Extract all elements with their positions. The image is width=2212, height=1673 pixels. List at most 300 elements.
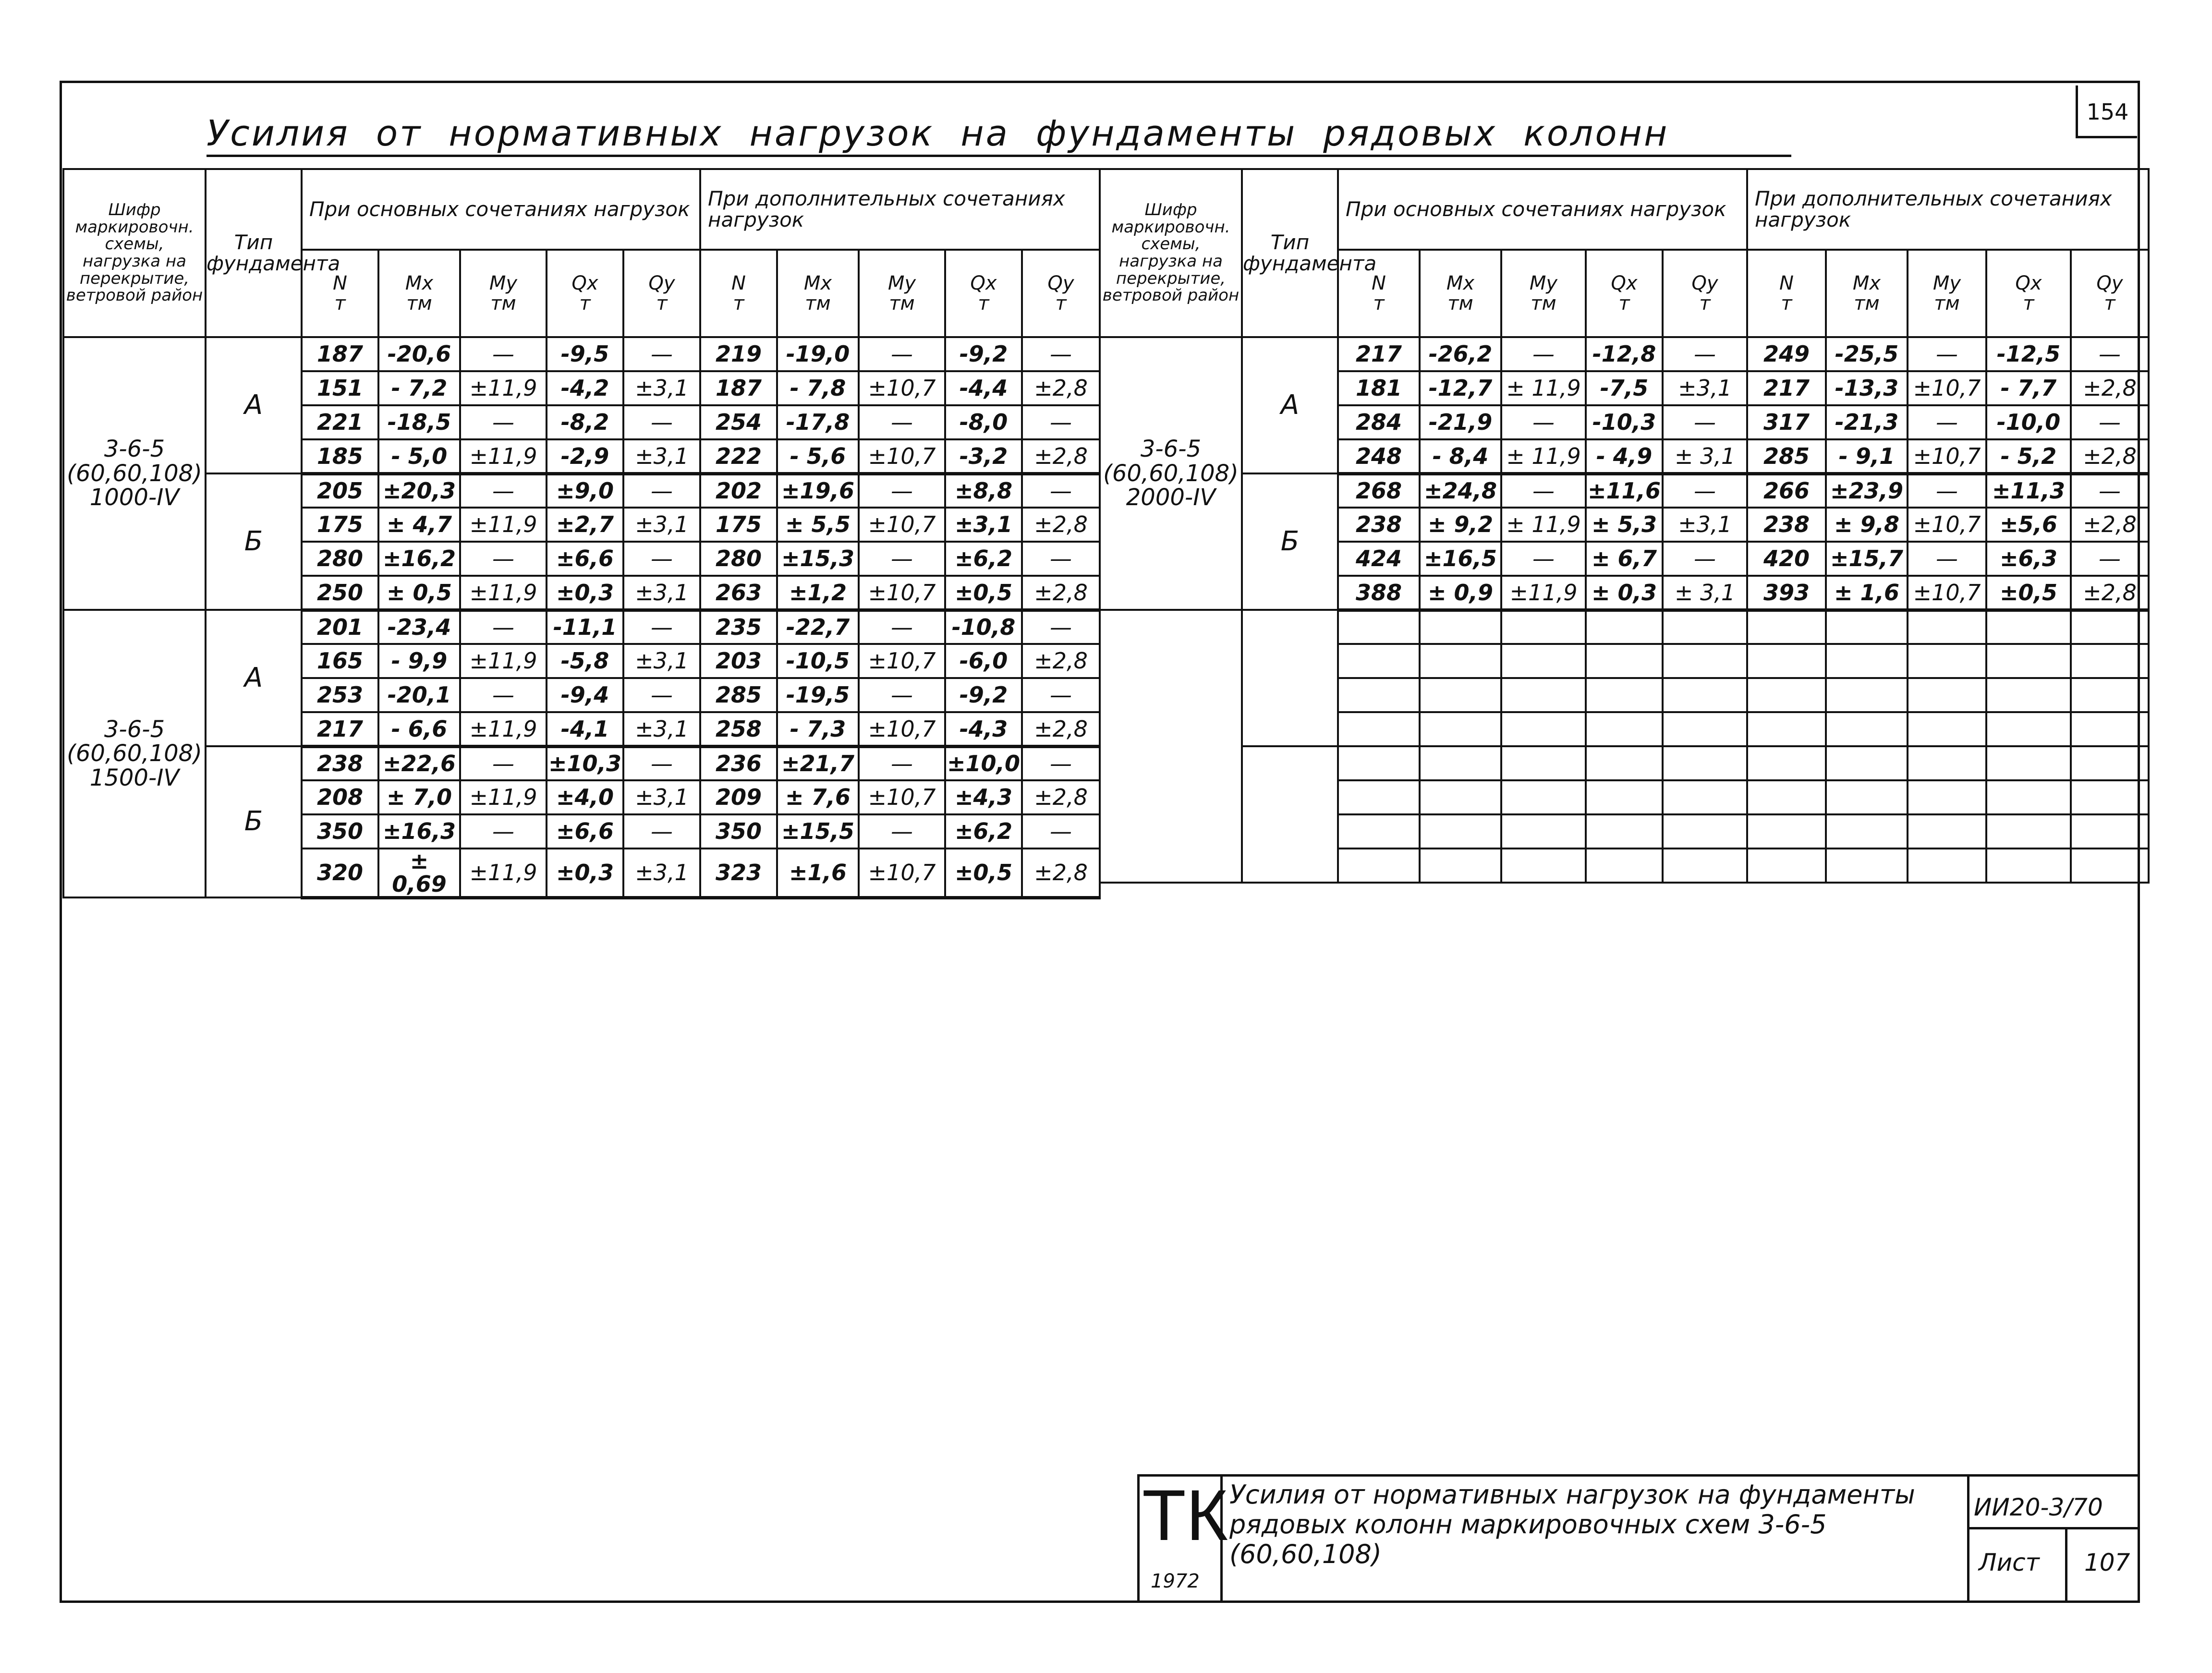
title-block-divider [1967, 1527, 2140, 1529]
foundation-type-cell: Б [1242, 473, 1338, 610]
value-cell: ±3,1 [623, 439, 700, 473]
sheet-label: Лист [1979, 1549, 2040, 1576]
value-cell: -7,5 [1586, 371, 1663, 405]
empty-row [1100, 746, 2149, 780]
value-cell: — [1501, 473, 1586, 508]
value-cell: ±11,9 [460, 371, 547, 405]
empty-cell [2071, 644, 2149, 678]
empty-cell [1586, 712, 1663, 746]
column-symbol: Qx [970, 272, 997, 294]
value-cell: — [859, 746, 945, 780]
value-cell: — [1663, 473, 1747, 508]
column-symbol: N [333, 272, 347, 294]
value-cell: 280 [302, 542, 378, 576]
value-cell: ±10,7 [859, 644, 945, 678]
value-cell: -9,2 [945, 678, 1022, 712]
empty-cell [1986, 678, 2071, 712]
column-unit: тм [805, 292, 831, 315]
column-header-n [700, 250, 777, 337]
value-cell: — [1663, 542, 1747, 576]
column-header-qy [2071, 250, 2149, 337]
value-cell: ±16,2 [378, 542, 460, 576]
value-cell: -4,1 [547, 712, 623, 746]
value-cell: -18,5 [378, 405, 460, 439]
value-cell: 165 [302, 644, 378, 678]
empty-cell [1338, 814, 1420, 849]
value-cell: -9,2 [945, 337, 1022, 371]
empty-cell [1420, 678, 1501, 712]
value-cell: 280 [700, 542, 777, 576]
value-cell: ±2,8 [1022, 849, 1100, 897]
value-cell: 254 [700, 405, 777, 439]
header-basic: При основных сочетаниях нагрузок [1338, 169, 1747, 250]
value-cell: ±3,1 [623, 849, 700, 897]
empty-cell [2071, 849, 2149, 883]
column-symbol: Qx [2015, 272, 2042, 294]
value-cell: — [2071, 473, 2149, 508]
value-cell: ±23,9 [1826, 473, 1908, 508]
scheme-code-line: 1000-IV [89, 484, 180, 511]
value-cell: 393 [1747, 576, 1826, 610]
empty-cell [1663, 712, 1747, 746]
empty-cell [1420, 644, 1501, 678]
scheme-code-line: 2000-IV [1126, 484, 1216, 511]
value-cell: -20,1 [378, 678, 460, 712]
column-symbol: Qy [2096, 272, 2123, 294]
column-unit: тм [1447, 292, 1473, 315]
column-symbol: My [489, 272, 518, 294]
table-row [1100, 473, 2149, 508]
value-cell: 266 [1747, 473, 1826, 508]
value-cell: 221 [302, 405, 378, 439]
value-cell: ±0,5 [945, 576, 1022, 610]
value-cell: ± 0,9 [1420, 576, 1501, 610]
value-cell: -12,8 [1586, 337, 1663, 371]
value-cell: ±10,0 [945, 746, 1022, 780]
value-cell: — [460, 746, 547, 780]
value-cell: — [623, 610, 700, 644]
value-cell: — [623, 542, 700, 576]
value-cell: — [1022, 337, 1100, 371]
empty-cell [1420, 746, 1501, 780]
right-forces-table [1099, 168, 2150, 884]
value-cell: ±2,8 [1022, 371, 1100, 405]
value-cell: ±10,7 [859, 780, 945, 814]
empty-cell [1501, 849, 1586, 883]
column-header-qx [945, 250, 1022, 337]
value-cell: ±2,8 [2071, 508, 2149, 542]
value-cell: — [1022, 542, 1100, 576]
empty-cell [1586, 814, 1663, 849]
header-code: Шифр маркировочн. схемы, нагрузка на перекрытие, ветровой район [63, 169, 206, 337]
value-cell: ±3,1 [623, 780, 700, 814]
header-basic: При основных сочетаниях нагрузок [302, 169, 700, 250]
value-cell: — [2071, 337, 2149, 371]
column-header-mx [777, 250, 859, 337]
value-cell: ±11,9 [460, 508, 547, 542]
empty-cell [1663, 746, 1747, 780]
value-cell: 217 [1338, 337, 1420, 371]
empty-cell [2071, 712, 2149, 746]
empty-cell [1986, 780, 2071, 814]
empty-cell [1986, 610, 2071, 644]
scheme-code-line: 1500-IV [89, 764, 180, 791]
value-cell: — [859, 337, 945, 371]
value-cell: ±6,3 [1986, 542, 2071, 576]
value-cell: ±3,1 [623, 508, 700, 542]
empty-cell [1908, 610, 1986, 644]
foundation-type-cell: Б [206, 746, 302, 897]
value-cell: - 7,7 [1986, 371, 2071, 405]
value-cell: -21,3 [1826, 405, 1908, 439]
empty-cell [1501, 746, 1586, 780]
empty-cell [1586, 610, 1663, 644]
value-cell: 238 [302, 746, 378, 780]
empty-cell [1747, 644, 1826, 678]
value-cell: -11,1 [547, 610, 623, 644]
value-cell: 285 [700, 678, 777, 712]
value-cell: ±2,8 [2071, 576, 2149, 610]
empty-cell [1501, 610, 1586, 644]
scheme-code-cell [1100, 337, 1242, 610]
value-cell: ±2,7 [547, 508, 623, 542]
empty-cell [1908, 678, 1986, 712]
header-type: Тип фундамента [206, 169, 302, 337]
empty-cell [1663, 780, 1747, 814]
empty-cell [1747, 780, 1826, 814]
value-cell: ± 0,5 [378, 576, 460, 610]
scheme-code-cell [63, 337, 206, 610]
empty-cell [1986, 849, 2071, 883]
column-header-n [1747, 250, 1826, 337]
empty-cell [2071, 814, 2149, 849]
value-cell: ±10,7 [1908, 371, 1986, 405]
value-cell: -10,5 [777, 644, 859, 678]
value-cell: ±10,7 [1908, 508, 1986, 542]
value-cell: -13,3 [1826, 371, 1908, 405]
value-cell: 175 [302, 508, 378, 542]
value-cell: ±24,8 [1420, 473, 1501, 508]
value-cell: -19,0 [777, 337, 859, 371]
value-cell: ± 0,69 [378, 849, 460, 897]
value-cell: ±10,7 [859, 849, 945, 897]
column-symbol: My [887, 272, 916, 294]
value-cell: — [623, 814, 700, 849]
value-cell: ±16,3 [378, 814, 460, 849]
column-symbol: Mx [1852, 272, 1881, 294]
column-unit: т [1373, 292, 1385, 315]
value-cell: ±3,1 [623, 644, 700, 678]
value-cell: — [460, 814, 547, 849]
value-cell: — [1022, 678, 1100, 712]
value-cell: ±0,3 [547, 576, 623, 610]
column-symbol: Qx [571, 272, 598, 294]
value-cell: ±11,9 [460, 644, 547, 678]
value-cell: -10,3 [1586, 405, 1663, 439]
column-header-mx [378, 250, 460, 337]
value-cell: 248 [1338, 439, 1420, 473]
title-block-divider [2065, 1527, 2067, 1603]
value-cell: ± 9,8 [1826, 508, 1908, 542]
value-cell: 258 [700, 712, 777, 746]
value-cell: -5,8 [547, 644, 623, 678]
column-header-qx [1986, 250, 2071, 337]
value-cell: — [1908, 405, 1986, 439]
value-cell: 323 [700, 849, 777, 897]
column-unit: т [733, 292, 744, 315]
empty-cell [1908, 746, 1986, 780]
value-cell: — [2071, 542, 2149, 576]
column-header-qy [1022, 250, 1100, 337]
empty-cell [2071, 780, 2149, 814]
value-cell: - 6,6 [378, 712, 460, 746]
empty-cell [2071, 678, 2149, 712]
value-cell: ±15,3 [777, 542, 859, 576]
empty-type-cell [1242, 610, 1338, 746]
column-header-my [460, 250, 547, 337]
value-cell: -26,2 [1420, 337, 1501, 371]
value-cell: — [859, 678, 945, 712]
empty-cell [1338, 644, 1420, 678]
value-cell: 217 [302, 712, 378, 746]
value-cell: ± 7,0 [378, 780, 460, 814]
value-cell: — [623, 746, 700, 780]
value-cell: ±10,3 [547, 746, 623, 780]
value-cell: — [1908, 542, 1986, 576]
value-cell: 249 [1747, 337, 1826, 371]
column-symbol: Mx [405, 272, 434, 294]
column-symbol: N [1779, 272, 1794, 294]
scheme-code-line: 3-6-5 [1140, 436, 1202, 463]
column-header-qx [547, 250, 623, 337]
value-cell: -8,2 [547, 405, 623, 439]
empty-cell [1663, 814, 1747, 849]
empty-cell [1747, 712, 1826, 746]
value-cell: 238 [1747, 508, 1826, 542]
column-symbol: Qy [1691, 272, 1718, 294]
empty-cell [1501, 644, 1586, 678]
value-cell: ±1,6 [777, 849, 859, 897]
empty-cell [1663, 678, 1747, 712]
value-cell: ±10,7 [859, 576, 945, 610]
value-cell: -6,0 [945, 644, 1022, 678]
empty-cell [1986, 712, 2071, 746]
empty-cell [1826, 678, 1908, 712]
column-unit: тм [1854, 292, 1880, 315]
value-cell: - 7,2 [378, 371, 460, 405]
table-row [63, 746, 1100, 780]
value-cell: ±0,5 [1986, 576, 2071, 610]
value-cell: ±15,5 [777, 814, 859, 849]
empty-type-cell [1242, 746, 1338, 883]
value-cell: ±2,8 [1022, 576, 1100, 610]
value-cell: -4,4 [945, 371, 1022, 405]
value-cell: -23,4 [378, 610, 460, 644]
value-cell: ±0,3 [547, 849, 623, 897]
page-number: 154 [2076, 85, 2137, 138]
value-cell: ± 3,1 [1663, 439, 1747, 473]
value-cell: 202 [700, 473, 777, 508]
empty-cell [1826, 610, 1908, 644]
empty-cell [2071, 746, 2149, 780]
value-cell: - 7,3 [777, 712, 859, 746]
value-cell: ±20,3 [378, 473, 460, 508]
column-unit: т [1055, 292, 1067, 315]
tk-label: ТК [1142, 1475, 1228, 1555]
value-cell: — [1908, 337, 1986, 371]
value-cell: ±11,9 [460, 576, 547, 610]
value-cell: — [2071, 405, 2149, 439]
empty-cell [2071, 610, 2149, 644]
value-cell: ±5,6 [1986, 508, 2071, 542]
header-additional: При дополнительных сочетаниях нагрузок [700, 169, 1100, 250]
empty-cell [1747, 610, 1826, 644]
value-cell: -4,3 [945, 712, 1022, 746]
empty-cell [1501, 814, 1586, 849]
value-cell: — [460, 337, 547, 371]
value-cell: — [623, 405, 700, 439]
value-cell: 201 [302, 610, 378, 644]
sheet-number: 107 [2084, 1549, 2130, 1576]
empty-cell [1986, 746, 2071, 780]
table-row [63, 610, 1100, 644]
value-cell: - 8,4 [1420, 439, 1501, 473]
value-cell: -2,9 [547, 439, 623, 473]
value-cell: ±4,0 [547, 780, 623, 814]
value-cell: ±3,1 [623, 371, 700, 405]
value-cell: -21,9 [1420, 405, 1501, 439]
empty-cell [1338, 678, 1420, 712]
empty-row [1100, 610, 2149, 644]
empty-cell [1420, 814, 1501, 849]
value-cell: — [859, 542, 945, 576]
column-header-mx [1420, 250, 1501, 337]
column-symbol: My [1529, 272, 1558, 294]
value-cell: ±11,9 [460, 712, 547, 746]
value-cell: 284 [1338, 405, 1420, 439]
value-cell: - 5,0 [378, 439, 460, 473]
empty-code-cell [1100, 610, 1242, 883]
value-cell: ±2,8 [2071, 439, 2149, 473]
value-cell: ±6,6 [547, 814, 623, 849]
value-cell: -22,7 [777, 610, 859, 644]
value-cell: ± 5,3 [1586, 508, 1663, 542]
value-cell: ±2,8 [1022, 644, 1100, 678]
value-cell: ± 6,7 [1586, 542, 1663, 576]
scheme-code-cell [63, 610, 206, 897]
column-symbol: Qy [1047, 272, 1074, 294]
value-cell: — [623, 337, 700, 371]
column-unit: тм [490, 292, 516, 315]
column-unit: т [1699, 292, 1711, 315]
value-cell: 203 [700, 644, 777, 678]
value-cell: ±2,8 [1022, 439, 1100, 473]
value-cell: — [460, 405, 547, 439]
value-cell: - 7,8 [777, 371, 859, 405]
value-cell: ±2,8 [2071, 371, 2149, 405]
value-cell: 424 [1338, 542, 1420, 576]
value-cell: ±22,6 [378, 746, 460, 780]
value-cell: 285 [1747, 439, 1826, 473]
value-cell: ±8,8 [945, 473, 1022, 508]
value-cell: -25,5 [1826, 337, 1908, 371]
empty-cell [1747, 849, 1826, 883]
empty-cell [1663, 849, 1747, 883]
value-cell: ±11,3 [1986, 473, 2071, 508]
value-cell: ±11,6 [1586, 473, 1663, 508]
value-cell: 205 [302, 473, 378, 508]
value-cell: ±4,3 [945, 780, 1022, 814]
value-cell: — [1501, 405, 1586, 439]
value-cell: -3,2 [945, 439, 1022, 473]
page-title: Усилия от нормативных нагрузок на фундаменты рядовых колонн [207, 113, 1669, 154]
value-cell: -19,5 [777, 678, 859, 712]
empty-cell [1826, 644, 1908, 678]
column-unit: тм [406, 292, 432, 315]
value-cell: -12,5 [1986, 337, 2071, 371]
value-cell: — [1663, 405, 1747, 439]
value-cell: — [1022, 473, 1100, 508]
value-cell: — [1022, 746, 1100, 780]
empty-cell [1338, 746, 1420, 780]
column-symbol: Qy [648, 272, 675, 294]
column-symbol: Mx [803, 272, 832, 294]
empty-cell [1908, 849, 1986, 883]
value-cell: - 4,9 [1586, 439, 1663, 473]
value-cell: -12,7 [1420, 371, 1501, 405]
value-cell: ±3,1 [945, 508, 1022, 542]
empty-cell [1586, 644, 1663, 678]
value-cell: — [859, 473, 945, 508]
value-cell: ±10,7 [859, 712, 945, 746]
empty-cell [1338, 780, 1420, 814]
value-cell: 253 [302, 678, 378, 712]
value-cell: ±10,7 [859, 371, 945, 405]
empty-cell [1420, 849, 1501, 883]
value-cell: — [460, 678, 547, 712]
column-unit: тм [1531, 292, 1556, 315]
value-cell: -10,8 [945, 610, 1022, 644]
value-cell: ± 0,3 [1586, 576, 1663, 610]
value-cell: 236 [700, 746, 777, 780]
value-cell: ±16,5 [1420, 542, 1501, 576]
empty-cell [1663, 610, 1747, 644]
value-cell: ±6,2 [945, 542, 1022, 576]
value-cell: — [859, 610, 945, 644]
empty-cell [1501, 678, 1586, 712]
value-cell: ± 5,5 [777, 508, 859, 542]
empty-cell [1663, 644, 1747, 678]
value-cell: 350 [700, 814, 777, 849]
value-cell: ±11,9 [460, 439, 547, 473]
value-cell: ±10,7 [859, 508, 945, 542]
value-cell: 238 [1338, 508, 1420, 542]
title-block-year: 1972 [1151, 1570, 1200, 1592]
value-cell: ±2,8 [1022, 712, 1100, 746]
value-cell: ± 3,1 [1663, 576, 1747, 610]
empty-cell [1338, 610, 1420, 644]
value-cell: ±15,7 [1826, 542, 1908, 576]
value-cell: 185 [302, 439, 378, 473]
empty-cell [1420, 712, 1501, 746]
empty-cell [1586, 678, 1663, 712]
column-unit: т [2104, 292, 2115, 315]
header-additional: При дополнительных сочетаниях нагрузок [1747, 169, 2149, 250]
foundation-type-cell: Б [206, 473, 302, 610]
title-block-description: Усилия от нормативных нагрузок на фундаменты рядовых колонн маркировочных схем 3-6-5 (60,60,108) [1229, 1479, 1915, 1569]
value-cell: ±6,2 [945, 814, 1022, 849]
column-unit: т [656, 292, 668, 315]
